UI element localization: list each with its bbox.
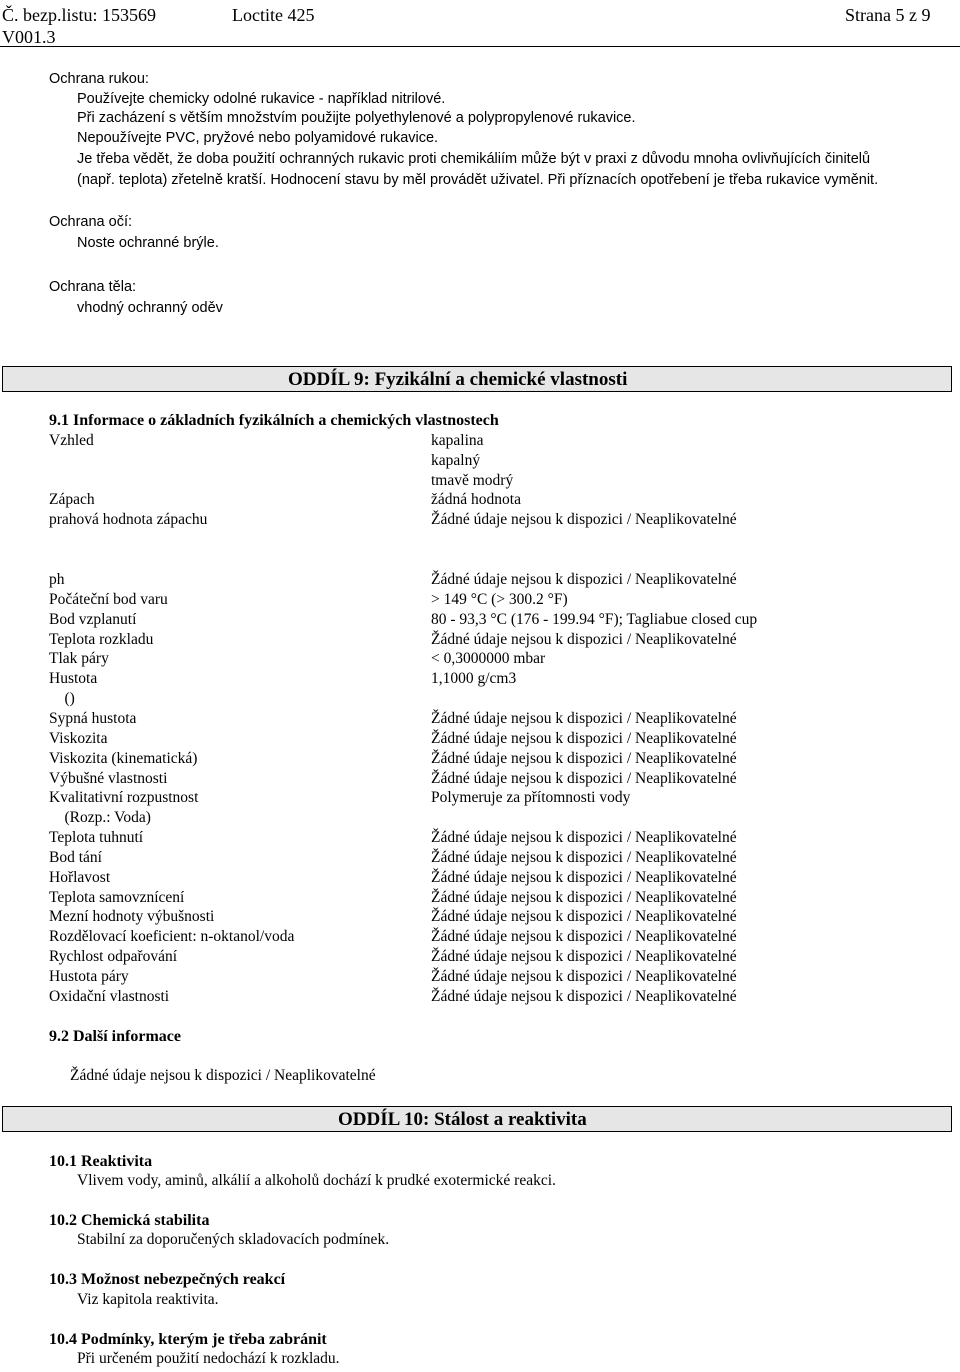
property-label: Mezní hodnoty výbušnosti	[49, 908, 215, 926]
property-label: Hustota páry	[49, 968, 129, 985]
body-protection-text: vhodný ochranný oděv	[77, 300, 223, 316]
property-value: Žádné údaje nejsou k dispozici / Neaplikovatelné	[431, 987, 737, 1005]
property-row	[0, 788, 960, 808]
property-label: Zápach	[49, 491, 95, 509]
property-value: žádná hodnota	[431, 491, 521, 509]
page-header	[0, 0, 960, 50]
property-row	[0, 630, 960, 650]
property-row	[0, 451, 960, 471]
property-value: Žádné údaje nejsou k dispozici / Neaplikovatelné	[431, 888, 737, 906]
section-10-title: ODDÍL 10: Stálost a reaktivita	[338, 1109, 587, 1130]
property-label: Hustota	[49, 670, 98, 688]
property-value: < 0,3000000 mbar	[431, 650, 546, 668]
property-value: Žádné údaje nejsou k dispozici / Neaplikovatelné	[431, 948, 737, 966]
property-row	[0, 689, 960, 709]
property-value: kapalina	[431, 432, 484, 449]
page-number: Strana 5 z 9	[845, 5, 931, 25]
property-label: ()	[49, 690, 75, 708]
section-10-1-heading: 10.1 Reaktivita	[49, 1153, 153, 1170]
eye-protection-text: Noste ochranné brýle.	[77, 235, 219, 251]
property-label: Bod vzplanutí	[49, 610, 137, 628]
section-10-1-text: Vlivem vody, aminů, alkálií a alkoholů dochází k prudké exotermické reakci.	[77, 1172, 556, 1189]
property-label: Rozdělovací koeficient: n-oktanol/voda	[49, 928, 295, 946]
section-9-2-text: Žádné údaje nejsou k dispozici / Neaplikovatelné	[70, 1067, 376, 1084]
header-divider	[0, 46, 960, 47]
property-value: tmavě modrý	[431, 471, 514, 489]
property-row	[0, 669, 960, 689]
property-label: Viskozita (kinematická)	[49, 749, 198, 767]
section-10-4-heading: 10.4 Podmínky, kterým je třeba zabránit	[49, 1331, 327, 1348]
property-label: Oxidační vlastnosti	[49, 987, 170, 1005]
hand-protection-heading: Ochrana rukou:	[49, 71, 149, 87]
property-row	[0, 490, 960, 510]
property-label: Rychlost odpařování	[49, 948, 178, 966]
hand-protection-line-5: (např. teplota) zřetelně kratší. Hodnocení stavu by měl provádět uživatel. Při příznacích opotřebení je třeba rukavice vyměnit.	[77, 172, 879, 188]
property-row	[0, 987, 960, 1007]
section-10-4-text: Při určeném použití nedochází k rozkladu.	[77, 1350, 340, 1367]
property-label: Viskozita	[49, 729, 108, 747]
section-10-3-heading: 10.3 Možnost nebezpečných reakcí	[49, 1271, 286, 1288]
property-label: Počáteční bod varu	[49, 590, 168, 608]
property-value: Žádné údaje nejsou k dispozici / Neaplikovatelné	[431, 571, 737, 588]
section-9-title: ODDÍL 9: Fyzikální a chemické vlastnosti	[288, 369, 628, 390]
hand-protection-line-1: Používejte chemicky odolné rukavice - například nitrilové.	[77, 91, 446, 107]
property-row	[0, 967, 960, 987]
property-row	[0, 888, 960, 908]
document-number: Č. bezp.listu: 153569	[2, 5, 156, 25]
property-value: Žádné údaje nejsou k dispozici / Neaplikovatelné	[431, 709, 737, 727]
property-value: kapalný	[431, 451, 481, 469]
section-10-3-text: Viz kapitola reaktivita.	[77, 1291, 219, 1308]
property-value: Žádné údaje nejsou k dispozici / Neaplikovatelné	[431, 908, 737, 926]
version-number: V001.3	[2, 27, 56, 47]
property-row	[0, 947, 960, 967]
section-10-2-text: Stabilní za doporučených skladovacích podmínek.	[77, 1231, 390, 1248]
property-row	[0, 610, 960, 630]
property-label: Teplota tuhnutí	[49, 829, 144, 847]
section-10-2-heading: 10.2 Chemická stabilita	[49, 1212, 210, 1229]
property-row	[0, 749, 960, 769]
product-name: Loctite 425	[232, 5, 315, 25]
property-label: Vzhled	[49, 432, 94, 449]
property-value: Žádné údaje nejsou k dispozici / Neaplikovatelné	[431, 630, 737, 648]
property-label: prahová hodnota zápachu	[49, 511, 208, 529]
property-label: Sypná hustota	[49, 709, 137, 727]
property-label: Bod tání	[49, 848, 102, 866]
property-value: 1,1000 g/cm3	[431, 670, 517, 688]
section-9-1-heading: 9.1 Informace o základních fyzikálních a chemických vlastnostech	[49, 412, 499, 429]
property-value: Polymeruje za přítomnosti vody	[431, 789, 631, 807]
hand-protection-line-3: Nepoužívejte PVC, pryžové nebo polyamidové rukavice.	[77, 130, 439, 146]
property-value: Žádné údaje nejsou k dispozici / Neaplikovatelné	[431, 868, 737, 886]
property-row	[0, 848, 960, 868]
property-row	[0, 570, 960, 590]
property-row	[0, 769, 960, 789]
property-row	[0, 431, 960, 451]
hand-protection-line-2: Při zacházení s větším množstvím použijte polyethylenové a polypropylenové rukavice.	[77, 110, 636, 126]
property-label: Výbušné vlastnosti	[49, 769, 168, 787]
property-row	[0, 649, 960, 669]
property-value: > 149 °C (> 300.2 °F)	[431, 590, 568, 608]
property-label: Tlak páry	[49, 650, 109, 668]
property-label: Teplota samovznícení	[49, 888, 185, 906]
property-value: Žádné údaje nejsou k dispozici / Neaplikovatelné	[431, 729, 737, 747]
property-row	[0, 828, 960, 848]
property-value: Žádné údaje nejsou k dispozici / Neaplikovatelné	[431, 769, 737, 787]
property-label: Hořlavost	[49, 868, 111, 886]
property-label: (Rozp.: Voda)	[49, 809, 151, 827]
property-row	[0, 510, 960, 530]
property-row	[0, 590, 960, 610]
property-label: ph	[49, 571, 65, 588]
property-label: Teplota rozkladu	[49, 630, 154, 648]
property-value: 80 - 93,3 °C (176 - 199.94 °F); Tagliabue closed cup	[431, 610, 758, 628]
body-protection-heading: Ochrana těla:	[49, 279, 137, 295]
property-row	[0, 729, 960, 749]
property-row	[0, 808, 960, 828]
property-value: Žádné údaje nejsou k dispozici / Neaplikovatelné	[431, 511, 737, 529]
property-label: Kvalitativní rozpustnost	[49, 789, 199, 807]
property-value: Žádné údaje nejsou k dispozici / Neaplikovatelné	[431, 968, 737, 985]
property-row	[0, 471, 960, 491]
property-row	[0, 868, 960, 888]
property-row	[0, 907, 960, 927]
hand-protection-line-4: Je třeba vědět, že doba použití ochranných rukavic proti chemikáliím může být v praxi z důvodu mnoha ovlivňujících činitelů	[77, 151, 871, 167]
eye-protection-heading: Ochrana očí:	[49, 214, 133, 230]
property-row	[0, 709, 960, 729]
property-value: Žádné údaje nejsou k dispozici / Neaplikovatelné	[431, 928, 737, 946]
property-value: Žádné údaje nejsou k dispozici / Neaplikovatelné	[431, 829, 737, 847]
property-value: Žádné údaje nejsou k dispozici / Neaplikovatelné	[431, 848, 737, 866]
section-9-2-heading: 9.2 Další informace	[49, 1028, 181, 1045]
property-row	[0, 927, 960, 947]
property-value: Žádné údaje nejsou k dispozici / Neaplikovatelné	[431, 749, 737, 767]
